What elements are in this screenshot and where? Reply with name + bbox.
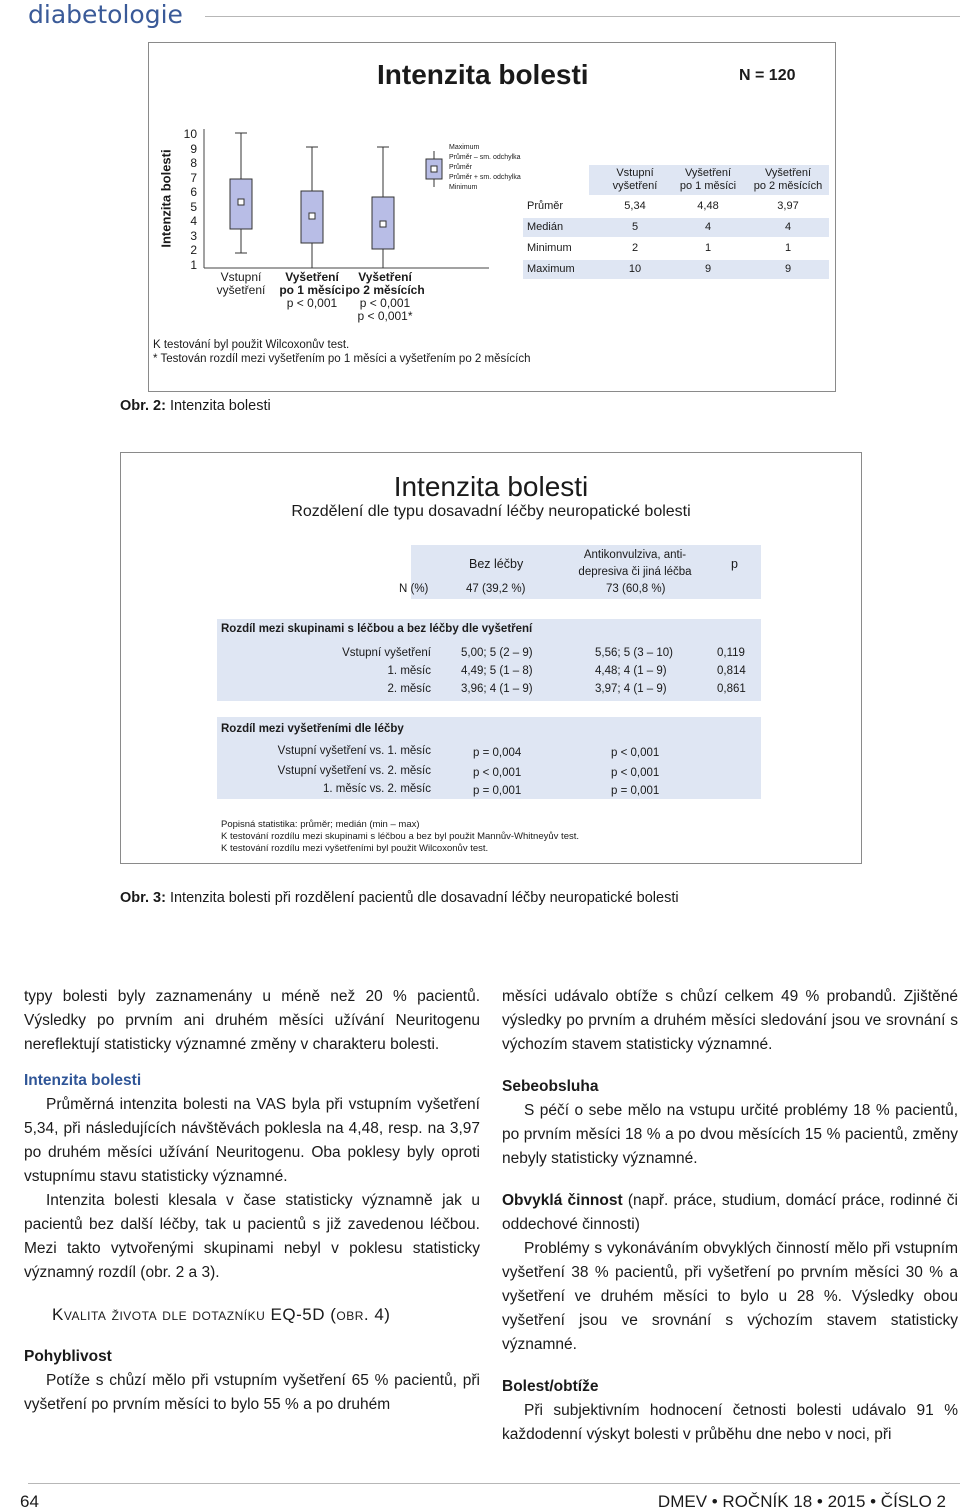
col-header: Vyšetření po 2 měsících xyxy=(753,167,823,192)
figure-title: Intenzita bolesti xyxy=(393,471,589,502)
section-heading: Kvalita života dle dotazníku EQ-5D (obr. 4) xyxy=(52,1305,391,1324)
y-tick: 10 xyxy=(183,127,197,141)
right-column xyxy=(502,985,958,1447)
group-label-2: Vyšetření po 1 měsíci p < 0,001 xyxy=(279,270,345,310)
col-header: Vstupní vyšetření xyxy=(612,167,658,192)
y-tick: 8 xyxy=(190,156,197,170)
footnote: Popisná statistika: průměr; medián (min – max) xyxy=(221,819,420,830)
group-label-3: Vyšetření po 2 měsících p < 0,001 p < 0,001* xyxy=(345,270,425,323)
boxplot-legend: Maximum Průměr – sm. odchylka Průměr Průměr + sm. odchylka Minimum xyxy=(449,144,521,191)
journal-info: DMEV • ROČNÍK 18 • 2015 • ČÍSLO 2 xyxy=(657,1492,946,1511)
figure-note-2: * Testován rozdíl mezi vyšetřením po 1 měsíci a vyšetřením po 2 měsících xyxy=(153,353,531,365)
row-label: N (%) xyxy=(399,583,429,595)
y-tick: 4 xyxy=(190,214,197,228)
paragraph: S péčí o sebe mělo na vstupu určité problémy 18 % pacientů, po prvním měsíci 18 % a po dvou měsících 15 % pacientů, změny nebyly statisticky významné. xyxy=(502,1102,958,1167)
col-header: p xyxy=(731,557,738,571)
table-row: Průměr 5,34 4,48 3,97 xyxy=(527,200,799,212)
y-axis-label: Intenzita bolesti xyxy=(158,149,174,248)
subheading: Bolest/obtíže xyxy=(502,1378,599,1395)
subheading: Intenzita bolesti xyxy=(24,1072,142,1089)
table-row: Maximum 10 9 9 xyxy=(523,260,829,279)
subheading: Sebeobsluha xyxy=(502,1078,599,1095)
paragraph: Potíže s chůzí mělo při vstupním vyšetření 65 % pacientů, při vyšetření po prvním měsíci to bylo 55 % a po druhém xyxy=(24,1372,480,1413)
paragraph: Při subjektivním hodnocení četnosti bolesti udávalo 91 % každodenní výskyt bolesti v průběhu dne nebo v noci, při xyxy=(502,1402,958,1443)
section-title: diabetologie xyxy=(28,0,183,29)
table-row: Medián 5 4 4 xyxy=(523,218,829,237)
y-tick: 3 xyxy=(190,228,197,243)
figure-title: Intenzita bolesti xyxy=(377,59,589,90)
figure-box-2: Intenzita bolesti Rozdělení dle typu dosavadní léčby neuropatické bolesti Bez léčby Antikonvulziva, anti- depresiva či jiná léčba p N (%) 47 (39,2 %) 73 (60,8 %) Rozdíl mezi skupinami s léčbou a bez léčby dle vyšetření Vstupní vyšetření 5,00; 5 (2 – 9) 5,56; 5 (3 – 10) 0,119 1. měsíc 4,49; 5 (1 – 8) 4,48; 4 (1 – 9) 0,814 2. měsíc 3,96; 4 (1 – 9) 3,97; 4 (1 – 9) 0,861 Rozdíl mezi vyšetřeními dle léčby Vstupní vyšetření vs. 1. měsíc p = 0,004 p < 0,001 Vstupní vyšetření vs. 2. měsíc p < 0,001 p < 0,001 1. měsíc vs. 2. měsíc p = 0,001 p = 0,001 Popisná statistika: průměr; medián (min – max) K testování rozdílu mezi skupinami s léčbou a bez byl použit Mannův-Whitneyův test. K testování rozdílu mezi vyšetřeními byl použit Wilcoxonův test. xyxy=(120,452,862,864)
left-column xyxy=(24,985,480,1417)
paragraph: Intenzita bolesti klesala v čase statisticky významně jak u pacientů bez další léčby, tak u pacientů s již zavedenou léčbou. Mezi takto vytvořenými skupinami nebyl v poklesu statisticky významný rozdíl (obr. 2 a 3). xyxy=(24,1192,480,1281)
y-tick: 1 xyxy=(190,257,197,272)
paragraph: měsíci udávalo obtíže s chůzí celkem 49 % probandů. Zjištěné výsledky po prvním a druhém měsíci sledování jsou ve srovnání s výchozím stavem statisticky významné. xyxy=(502,988,958,1053)
col-header: Antikonvulziva, anti- depresiva či jiná léčba xyxy=(578,549,692,578)
y-tick: 7 xyxy=(190,170,197,185)
subheading-paragraph: Obvyklá činnost (např. práce, studium, domácí práce, rodinné či oddechové činnosti) xyxy=(502,1192,959,1233)
y-tick: 6 xyxy=(190,185,197,199)
footer-rule xyxy=(28,1483,960,1484)
paragraph: Průměrná intenzita bolesti na VAS byla při vstupním vyšetření 5,34, při následujících návštěvách poklesla na 4,48, resp. na 3,97 po druhém měsíci užívání Neuritogenu. Oba poklesy byly oproti vstupnímu stavu statisticky významné. xyxy=(24,1096,480,1185)
paragraph: Problémy s vykonáváním obvyklých činností mělo při vstupním vyšetření 38 % pacientů, při vyšetření po prvním měsíci 30 % a vyšetření ve druhém měsíci to bylo u 28 %. Výsledky obou vyšetření jsou ve srovnání s výchozím stavem statisticky významné. xyxy=(502,1240,958,1353)
y-tick: 9 xyxy=(190,141,197,156)
box-vstupni xyxy=(230,133,252,253)
table-row: Minimum 2 1 1 xyxy=(527,242,792,254)
subheading: Pohyblivost xyxy=(24,1348,112,1365)
y-tick: 5 xyxy=(190,199,197,214)
y-tick: 2 xyxy=(190,243,197,257)
cell: 47 (39,2 %) xyxy=(466,583,526,595)
figure-box-1 xyxy=(148,42,836,392)
figure-subtitle: Rozdělení dle typu dosavadní léčby neuropatické bolesti xyxy=(291,503,691,520)
section-header: Rozdíl mezi skupinami s léčbou a bez léčby dle vyšetření xyxy=(221,623,533,635)
group-label-1: Vstupní vyšetření xyxy=(216,270,266,297)
footnote: K testování rozdílu mezi vyšetřeními byl použit Wilcoxonův test. xyxy=(221,843,489,854)
paragraph: typy bolesti byly zaznamenány u méně než 20 % pacientů. Výsledky po prvním ani druhém měsíci užívání Neuritogenu nereflektují statisticky významné změny v charakteru bolesti. xyxy=(24,988,480,1053)
col-header: Vyšetření po 1 měsíci xyxy=(679,167,737,192)
legend-box-icon xyxy=(423,149,445,189)
header-rule xyxy=(205,16,960,17)
section-header: Rozdíl mezi vyšetřeními dle léčby xyxy=(221,723,404,735)
summary-table xyxy=(523,165,829,279)
box-1mesic xyxy=(301,147,323,268)
footnote: K testování rozdílu mezi skupinami s léčbou a bez byl použit Mannův-Whitneyův test. xyxy=(221,831,580,842)
sample-size: N = 120 xyxy=(739,67,796,84)
cell: 73 (60,8 %) xyxy=(606,583,666,595)
page-number: 64 xyxy=(20,1492,39,1511)
col-header: Bez léčby xyxy=(469,557,524,571)
figure-caption-1: Obr. 2: Intenzita bolesti xyxy=(120,398,271,414)
figure-caption-2: Obr. 3: Intenzita bolesti při rozdělení pacientů dle dosavadní léčby neuropatické bolesti xyxy=(120,890,679,906)
box-2mesice xyxy=(372,147,394,268)
figure-note-1: K testování byl použit Wilcoxonův test. xyxy=(153,339,350,351)
